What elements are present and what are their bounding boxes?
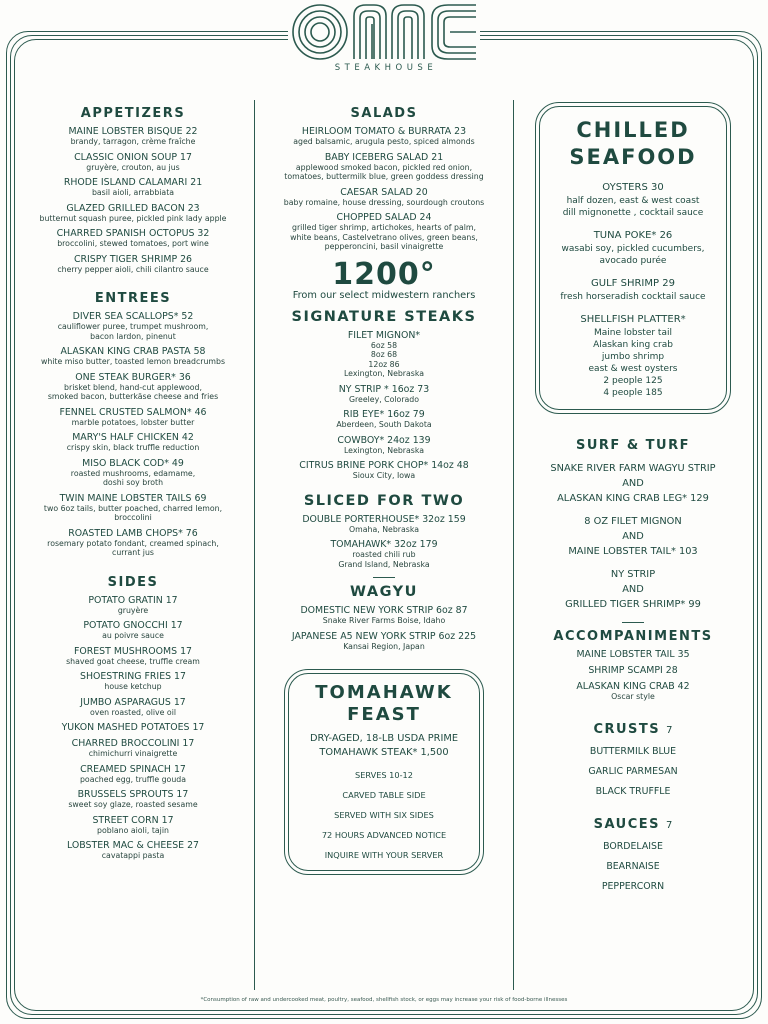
menu-item-description: Omaha, Nebraska	[349, 524, 419, 534]
menu-item	[30, 816, 236, 836]
menu-item	[528, 666, 738, 676]
menu-item-description: sweet soy glaze, roasted sesame	[68, 800, 198, 809]
menu-item-name: FOREST MUSHROOMS 17	[73, 645, 193, 657]
menu-line: PEPPERCORN	[601, 880, 665, 892]
tomahawk-feast-title: TOMAHAWK FEAST	[315, 682, 453, 725]
menu-item-name: YUKON MASHED POTATOES 17	[61, 722, 205, 733]
menu-item-name: MARY'S HALF CHICKEN 42	[72, 432, 194, 443]
column-divider-left	[254, 100, 255, 990]
wagyu-heading: WAGYU	[350, 584, 418, 600]
crusts-heading	[528, 722, 738, 737]
menu-item-description: fresh horseradish cocktail sauce	[560, 292, 706, 302]
menu-item	[30, 494, 236, 523]
menu-item-description: Snake River Farms Boise, Idaho	[322, 616, 446, 625]
menu-item-name: JUMBO ASPARAGUS 17	[80, 696, 186, 708]
menu-item	[270, 153, 498, 182]
sliced-for-two-list	[270, 515, 498, 570]
crusts-list	[528, 746, 738, 797]
sliced-for-two-heading: SLICED FOR TWO	[303, 492, 465, 509]
menu-item-description: brisket blend, hand-cut applewood, smoked bacon, butterkäse cheese and fries	[47, 382, 219, 401]
menu-item-name: FILET MIGNON*	[347, 329, 421, 341]
menu-item-name: ROASTED LAMB CHOPS* 76	[68, 527, 198, 539]
menu-item	[30, 841, 236, 861]
menu-item-name: BRUSSELS SPROUTS 17	[77, 789, 189, 800]
menu-item-name: CLASSIC ONION SOUP 17	[74, 151, 192, 163]
menu-item-description: Maine lobster tail Alaskan king crab jumbo shrimp east & west oysters 2 people 125 4 people 185	[588, 328, 678, 398]
left-column	[30, 106, 236, 861]
menu-item-name: RIB EYE* 16oz 79	[343, 409, 425, 420]
menu-item-name: CHOPPED SALAD 24	[336, 212, 432, 223]
tomahawk-feast-headline: DRY-AGED, 18-LB USDA PRIME TOMAHAWK STEAK* 1,500	[309, 733, 459, 758]
menu-item	[270, 127, 498, 147]
menu-item	[30, 127, 236, 147]
menu-item	[30, 723, 236, 733]
menu-item-description: shaved goat cheese, truffle cream	[66, 656, 200, 666]
menu-line: BEARNAISE	[606, 860, 660, 872]
menu-item-name: DOMESTIC NEW YORK STRIP 6oz 87	[300, 605, 468, 616]
menu-item	[30, 647, 236, 667]
menu-item-description: Sioux City, Iowa	[352, 471, 416, 480]
menu-item-name: DOUBLE PORTERHOUSE* 32oz 159	[302, 513, 466, 525]
menu-item-description: gruyère, crouton, au jus	[86, 162, 180, 172]
menu-line: SERVES 10-12	[355, 770, 413, 780]
menu-item-name: CHARRED BROCCOLINI 17	[71, 738, 195, 749]
menu-item	[30, 153, 236, 173]
menu-item	[30, 204, 236, 224]
menu-item	[270, 515, 498, 535]
menu-item	[270, 213, 498, 252]
sides-heading: SIDES	[107, 574, 159, 590]
menu-line: 72 HOURS ADVANCED NOTICE	[321, 830, 447, 840]
menu-item-name: MAINE LOBSTER TAIL 35	[576, 649, 690, 660]
menu-item-name: STREET CORN 17	[92, 814, 174, 826]
menu-item-description: marble potatoes, lobster butter	[71, 417, 195, 427]
menu-item-name: ALASKAN KING CRAB 42	[576, 681, 690, 692]
menu-item	[30, 433, 236, 453]
one-logo-mark	[290, 2, 478, 62]
column-divider-right	[513, 100, 514, 990]
menu-item	[270, 632, 498, 652]
menu-item-description: chimichurri vinaigrette	[88, 749, 178, 758]
menu-line: BORDELAISE	[603, 840, 663, 852]
sauces-title: SAUCES	[593, 816, 660, 832]
menu-item	[270, 461, 498, 481]
menu-item-name: GLAZED GRILLED BACON 23	[66, 202, 200, 214]
chilled-seafood-title: CHILLED SEAFOOD	[569, 118, 697, 169]
logo	[288, 0, 480, 82]
menu-item	[544, 277, 722, 303]
menu-item-name: FENNEL CRUSTED SALMON* 46	[59, 406, 207, 418]
menu-item-description: au poivre sauce	[102, 631, 164, 640]
right-column	[528, 106, 738, 892]
signature-steaks-heading: SIGNATURE STEAKS	[291, 308, 477, 325]
entrees-list	[30, 312, 236, 558]
menu-item	[544, 181, 722, 219]
accompaniments-heading: ACCOMPANIMENTS	[553, 629, 713, 644]
menu-item-description: rosemary potato fondant, creamed spinach, currant jus	[47, 538, 219, 557]
menu-item-description: broccolini, stewed tomatoes, port wine	[57, 239, 209, 248]
menu-item-description: roasted chili rub Grand Island, Nebraska	[338, 550, 430, 569]
menu-item-description: gruyère	[117, 605, 149, 615]
logo-subtitle: STEAKHOUSE	[334, 63, 438, 73]
surf-turf-item: SNAKE RIVER FARM WAGYU STRIP AND ALASKAN KING CRAB LEG* 129	[550, 463, 716, 504]
menu-item	[30, 529, 236, 558]
menu-item	[270, 385, 498, 405]
surf-turf-list	[528, 461, 738, 612]
menu-item-name: COWBOY* 24oz 139	[337, 434, 431, 446]
menu-line: SERVED WITH SIX SIDES	[334, 810, 434, 820]
menu-item-description: oven roasted, olive oil	[89, 707, 177, 717]
menu-item-description: Kansai Region, Japan	[343, 641, 425, 651]
signature-steaks-list	[270, 331, 498, 481]
tomahawk-feast-lines	[293, 770, 475, 860]
menu-item-description: Lexington, Nebraska	[343, 445, 425, 455]
tomahawk-feast-box	[284, 669, 484, 875]
menu-item	[270, 606, 498, 626]
menu-item-name: BABY ICEBERG SALAD 21	[324, 151, 444, 163]
menu-item-name: RHODE ISLAND CALAMARI 21	[63, 177, 203, 188]
menu-item-name: NY STRIP * 16oz 73	[338, 383, 430, 395]
menu-item-name: TOMAHAWK* 32oz 179	[330, 539, 438, 550]
sauces-heading	[528, 817, 738, 832]
menu-item	[544, 229, 722, 267]
menu-item-name: MAINE LOBSTER BISQUE 22	[68, 126, 198, 137]
surf-turf-heading: SURF & TURF	[575, 438, 690, 453]
menu-item-description: Greeley, Colorado	[348, 394, 420, 404]
menu-item-description: crispy skin, black truffle reduction	[66, 443, 200, 452]
menu-item	[528, 650, 738, 660]
menu-item-description: butternut squash puree, pickled pink lady apple	[39, 213, 227, 223]
salads-list	[270, 127, 498, 252]
health-disclaimer: *Consumption of raw and undercooked meat, poultry, seafood, shellfish stock, or eggs may increase your risk of food-borne illnesses	[200, 997, 568, 1003]
surf-turf-item: 8 OZ FILET MIGNON AND MAINE LOBSTER TAIL* 103	[568, 516, 698, 557]
menu-item-description: brandy, tarragon, crème fraîche	[70, 137, 196, 146]
menu-item	[270, 188, 498, 208]
menu-item	[270, 540, 498, 569]
accompaniments-list	[528, 650, 738, 702]
menu-item-description: baby romaine, house dressing, sourdough croutons	[283, 197, 485, 207]
crusts-price: 7	[666, 724, 673, 736]
sides-list	[30, 596, 236, 861]
menu-item-description: half dozen, east & west coast dill mignonette , cocktail sauce	[562, 196, 704, 218]
menu-item	[30, 621, 236, 641]
menu-item-description: cauliflower puree, trumpet mushroom, bacon lardon, pinenut	[57, 322, 209, 341]
menu-item-description: cavatappi pasta	[101, 851, 165, 860]
menu-item-description: Aberdeen, South Dakota	[336, 420, 432, 429]
menu-item	[30, 596, 236, 616]
menu-item	[270, 331, 498, 379]
menu-item-name: CHARRED SPANISH OCTOPUS 32	[56, 228, 210, 239]
menu-item-name: HEIRLOOM TOMATO & BURRATA 23	[301, 126, 467, 137]
chilled-seafood-box	[535, 102, 731, 414]
menu-item-description: basil aioli, arrabbiata	[91, 188, 175, 197]
menu-item	[30, 255, 236, 275]
menu-item	[30, 373, 236, 402]
menu-item	[30, 459, 236, 488]
chilled-seafood-list	[544, 181, 722, 399]
salads-heading: SALADS	[350, 106, 418, 121]
menu-item-name: SHRIMP SCAMPI 28	[588, 665, 678, 676]
menu-item	[30, 790, 236, 810]
menu-item-name: CAESAR SALAD 20	[340, 186, 428, 198]
sauces-list	[528, 841, 738, 892]
menu-item-name: POTATO GRATIN 17	[88, 594, 178, 606]
menu-item	[30, 312, 236, 341]
menu-item-description: 6oz 58 8oz 68 12oz 86 Lexington, Nebraska	[343, 340, 425, 378]
menu-item-description: grilled tiger shrimp, artichokes, hearts of palm, white beans, Castelvetrano olives, green beans, pepperoncini, basil vinaigrette	[290, 223, 478, 251]
menu-item-name: CREAMED SPINACH 17	[80, 763, 186, 775]
menu-line: BUTTERMILK BLUE	[589, 745, 677, 757]
menu-item-name: CITRUS BRINE PORK CHOP* 14oz 48	[299, 460, 469, 471]
menu-item-description: aged balsamic, arugula pesto, spiced almonds	[293, 137, 475, 146]
menu-item	[270, 436, 498, 456]
menu-item	[30, 672, 236, 692]
temperature-headline: 1200°	[332, 256, 436, 292]
menu-item-description: wasabi soy, pickled cucumbers, avocado purée	[561, 244, 705, 266]
wagyu-list	[270, 606, 498, 651]
crusts-title: CRUSTS	[593, 721, 661, 737]
menu-item-description: white miso butter, toasted lemon breadcrumbs	[40, 357, 226, 366]
menu-item-name: TWIN MAINE LOBSTER TAILS 69	[59, 492, 207, 504]
menu-item-name: JAPANESE A5 NEW YORK STRIP 6oz 225	[291, 630, 477, 642]
menu-line: BLACK TRUFFLE	[595, 785, 671, 797]
menu-item-name: POTATO GNOCCHI 17	[83, 620, 183, 631]
divider-rule-right	[622, 622, 644, 623]
sauces-price: 7	[666, 819, 673, 831]
menu-item	[528, 682, 738, 702]
appetizers-list	[30, 127, 236, 274]
menu-item-name: ALASKAN KING CRAB PASTA 58	[60, 346, 206, 357]
menu-item-name: GULF SHRIMP 29	[591, 278, 675, 289]
menu-line: INQUIRE WITH YOUR SERVER	[324, 850, 444, 860]
menu-item-description: house ketchup	[104, 682, 162, 691]
menu-item-name: SHOESTRING FRIES 17	[80, 671, 186, 682]
menu-item-name: CRISPY TIGER SHRIMP 26	[73, 253, 193, 265]
menu-line: GARLIC PARMESAN	[588, 765, 678, 777]
menu-item-description: roasted mushrooms, edamame, doshi soy broth	[70, 468, 196, 487]
menu-line: CARVED TABLE SIDE	[342, 790, 426, 800]
menu-item	[30, 739, 236, 759]
menu-item	[30, 408, 236, 428]
menu-item	[30, 765, 236, 785]
middle-column	[270, 106, 498, 875]
menu-item-name: OYSTERS 30	[602, 182, 664, 193]
menu-item-name: DIVER SEA SCALLOPS* 52	[72, 311, 194, 322]
appetizers-heading: APPETIZERS	[80, 106, 186, 121]
divider-rule	[373, 577, 395, 578]
menu-item-name: ONE STEAK BURGER* 36	[75, 371, 191, 383]
menu-item-name: MISO BLACK COD* 49	[82, 457, 184, 469]
menu-item-description: Oscar style	[611, 692, 655, 701]
menu-item-name: LOBSTER MAC & CHEESE 27	[66, 840, 199, 851]
menu-item-name: SHELLFISH PLATTER*	[580, 314, 686, 325]
menu-item	[30, 229, 236, 249]
menu-item	[30, 347, 236, 367]
menu-item	[30, 178, 236, 198]
surf-turf-item: NY STRIP AND GRILLED TIGER SHRIMP* 99	[565, 569, 701, 610]
menu-item-description: two 6oz tails, butter poached, charred lemon, broccolini	[43, 503, 223, 522]
menu-item	[544, 313, 722, 399]
menu-item-description: cherry pepper aioli, chili cilantro sauce	[57, 264, 209, 274]
menu-item-description: poached egg, truffle gouda	[79, 774, 186, 784]
menu-item	[30, 698, 236, 718]
menu-item-description: poblano aioli, tajin	[97, 825, 169, 835]
entrees-heading: ENTREES	[94, 291, 172, 306]
menu-item	[270, 410, 498, 430]
temperature-subtitle: From our select midwestern ranchers	[292, 289, 476, 301]
menu-item-description: applewood smoked bacon, pickled red onion, tomatoes, buttermilk blue, green goddess dressing	[284, 162, 484, 181]
menu-item-name: TUNA POKE* 26	[593, 230, 673, 241]
